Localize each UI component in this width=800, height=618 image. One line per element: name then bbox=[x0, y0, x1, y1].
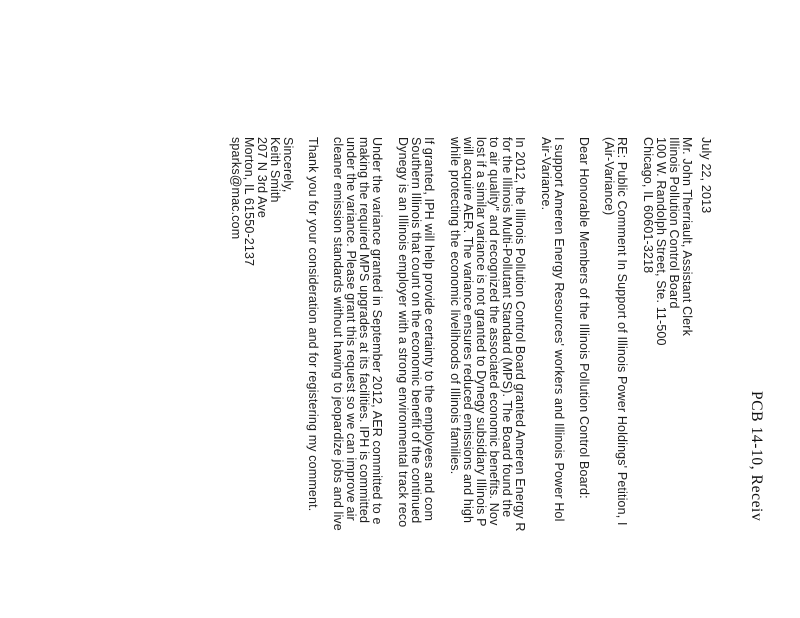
subject-line-1: RE: Public Comment In Support of Illinois Power Holdings' Petition, I bbox=[615, 137, 629, 526]
paragraph-3-line-3: Dynegy is an Illinois employer with a strong environmental track reco bbox=[396, 137, 410, 528]
paragraph-4-line-2: making the required MPS upgrades at its facilities. IPH is committed bbox=[357, 137, 371, 524]
paragraph-4-line-3: under the variance. Please grant this request so we can improve air bbox=[344, 137, 358, 521]
paragraph-2-line-2: for the Illinois Multi-Pollutant Standard (MPS). The Board found the bbox=[500, 137, 514, 518]
signature-name: Keith Smith bbox=[268, 137, 282, 203]
salutation: Dear Honorable Members of the Illinois Pollution Control Board: bbox=[577, 137, 591, 499]
signature-email: sparks@mac.com bbox=[229, 137, 243, 240]
letter-date: July 22, 2013 bbox=[699, 137, 713, 214]
paragraph-4-line-1: Under the variance granted in September 2012, AER committed to e bbox=[370, 137, 384, 525]
paragraph-2-line-4: lost if a similar variance is not granted to Dynegy subsidiary Illinois P bbox=[474, 137, 488, 527]
paragraph-3-line-1: If granted, IPH will help provide certainty to the employees and com bbox=[422, 137, 436, 522]
paragraph-4-line-4: cleaner emission standards without having to jeopardize jobs and live bbox=[331, 137, 345, 531]
paragraph-1-line-1: I support Ameren Energy Resources' workers and Illinois Power Hol bbox=[552, 137, 566, 522]
signature-closing: Sincerely, bbox=[281, 137, 295, 193]
recipient-line-1: Mr. John Therriault, Assistant Clerk bbox=[680, 137, 694, 336]
signature-street: 207 N 3rd Ave bbox=[255, 137, 269, 218]
subject-line-2: (Air-Variance) bbox=[602, 137, 616, 216]
paragraph-2-line-5: will acquire AER. The variance ensures reduced emissions and high bbox=[461, 137, 475, 524]
paragraph-2-line-3: to air quality" and recognized the associated economic benefits. Nov bbox=[487, 137, 501, 526]
received-stamp: PCB 14-10, Receiv bbox=[748, 391, 765, 522]
paragraph-1-line-2: Air-Variance. bbox=[539, 137, 553, 211]
paragraph-3-line-2: Southern Illinois that count on the economic benefit of the continued bbox=[409, 137, 423, 524]
signature-city: Morton, IL 61550-2137 bbox=[242, 137, 256, 267]
recipient-line-3: 100 W. Randolph Street, Ste. 11-500 bbox=[654, 137, 668, 346]
paragraph-2-line-1: In 2012, the Illinois Pollution Control Board granted Ameren Energy R bbox=[513, 137, 527, 532]
paragraph-2-line-6: while protecting the economic livelihoods of Illinois families. bbox=[448, 137, 462, 475]
recipient-line-2: Illinois Pollution Control Board bbox=[667, 137, 681, 309]
closing-thanks: Thank you for your consideration and for registering my comment. bbox=[306, 137, 320, 512]
recipient-line-4: Chicago, IL 60601-3218 bbox=[641, 137, 655, 274]
